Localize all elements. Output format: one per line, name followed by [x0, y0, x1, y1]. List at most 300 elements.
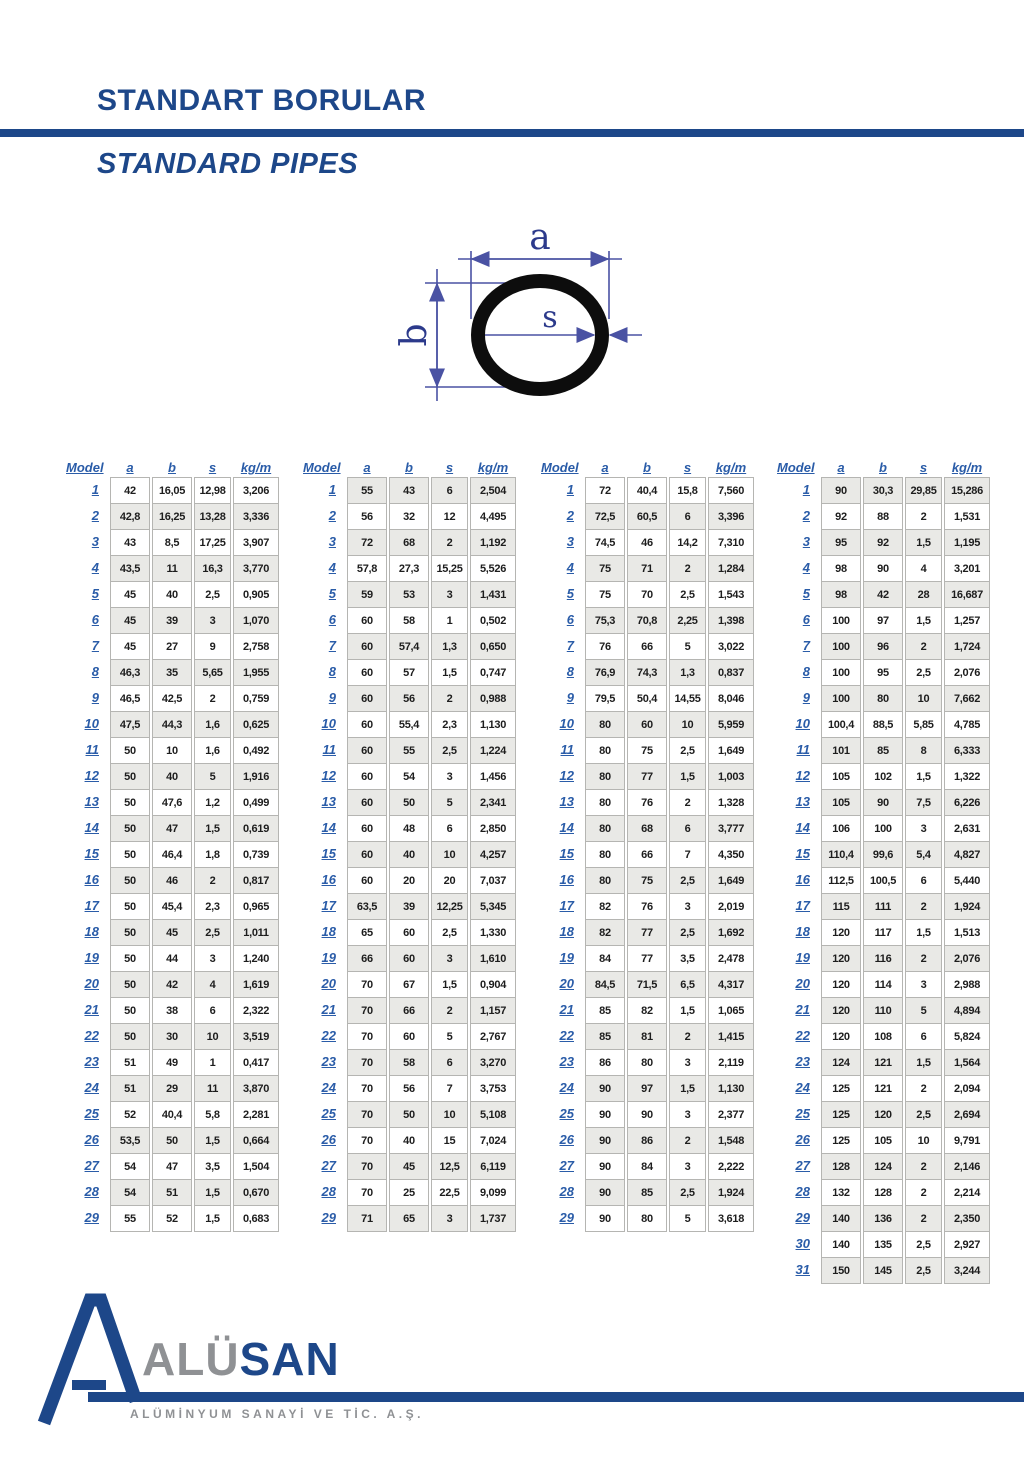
table-row — [303, 607, 518, 634]
value-cell: 2,988 — [944, 971, 990, 998]
value-cell: 8,5 — [152, 529, 192, 556]
table-row — [777, 1231, 992, 1258]
model-number: 8 — [328, 664, 336, 679]
value-cell: 1,649 — [708, 737, 754, 764]
table-row — [777, 763, 992, 790]
table-row — [541, 685, 756, 712]
value-cell: 10 — [905, 1127, 942, 1154]
value-cell: 3,5 — [669, 945, 706, 972]
model-number: 17 — [84, 898, 99, 913]
value-cell: 90 — [627, 1101, 667, 1128]
value-cell: 136 — [863, 1205, 903, 1232]
table-row — [66, 1127, 281, 1154]
value-cell: 11 — [194, 1075, 231, 1102]
table-row — [777, 789, 992, 816]
model-number: 13 — [84, 794, 99, 809]
model-number: 25 — [795, 1106, 810, 1121]
column-header-a: a — [126, 460, 134, 475]
value-cell: 67 — [389, 971, 429, 998]
value-cell: 75 — [585, 581, 625, 608]
table-row — [777, 867, 992, 894]
column-header-kgm: kg/m — [477, 460, 509, 475]
table-row — [777, 503, 992, 530]
value-cell: 3,270 — [470, 1049, 516, 1076]
value-cell: 39 — [152, 607, 192, 634]
value-cell: 120 — [821, 1023, 861, 1050]
value-cell: 1,5 — [905, 763, 942, 790]
model-number: 18 — [321, 924, 336, 939]
value-cell: 60 — [347, 633, 387, 660]
value-cell: 2 — [669, 1127, 706, 1154]
value-cell: 10 — [194, 1023, 231, 1050]
table-row — [66, 1153, 281, 1180]
value-cell: 3 — [905, 971, 942, 998]
value-cell: 15,25 — [431, 555, 468, 582]
value-cell: 14,2 — [669, 529, 706, 556]
table-body — [66, 477, 281, 1232]
table-row — [541, 633, 756, 660]
value-cell: 135 — [863, 1231, 903, 1258]
value-cell: 50 — [110, 919, 150, 946]
value-cell: 1,543 — [708, 581, 754, 608]
value-cell: 120 — [821, 919, 861, 946]
table-row — [541, 841, 756, 868]
value-cell: 2 — [905, 945, 942, 972]
value-cell: 59 — [347, 581, 387, 608]
value-cell: 124 — [821, 1049, 861, 1076]
value-cell: 56 — [347, 503, 387, 530]
value-cell: 0,664 — [233, 1127, 279, 1154]
value-cell: 6,5 — [669, 971, 706, 998]
value-cell: 15,8 — [669, 477, 706, 504]
value-cell: 50 — [110, 1023, 150, 1050]
value-cell: 140 — [821, 1231, 861, 1258]
model-number: 28 — [559, 1184, 574, 1199]
value-cell: 80 — [585, 841, 625, 868]
value-cell: 3 — [669, 1101, 706, 1128]
value-cell: 97 — [863, 607, 903, 634]
model-number: 24 — [321, 1080, 336, 1095]
model-number: 14 — [559, 820, 574, 835]
model-number: 4 — [566, 560, 574, 575]
value-cell: 1,130 — [470, 711, 516, 738]
value-cell: 96 — [863, 633, 903, 660]
dimension-label-b: b — [394, 323, 435, 347]
value-cell: 1,157 — [470, 997, 516, 1024]
value-cell: 72 — [347, 529, 387, 556]
model-number: 18 — [84, 924, 99, 939]
value-cell: 32 — [389, 503, 429, 530]
value-cell: 1,564 — [944, 1049, 990, 1076]
model-number: 15 — [559, 846, 574, 861]
value-cell: 1,011 — [233, 919, 279, 946]
column-header-s: s — [445, 460, 454, 475]
value-cell: 12 — [431, 503, 468, 530]
pipes-table-4 — [777, 455, 992, 1284]
table-row — [541, 815, 756, 842]
model-number: 6 — [328, 612, 336, 627]
value-cell: 1,003 — [708, 763, 754, 790]
brand-suffix: SAN — [239, 1333, 340, 1385]
table-row — [777, 1127, 992, 1154]
table-row — [303, 1153, 518, 1180]
value-cell: 47 — [152, 815, 192, 842]
value-cell: 50 — [110, 815, 150, 842]
value-cell: 0,619 — [233, 815, 279, 842]
value-cell: 0,905 — [233, 581, 279, 608]
value-cell: 0,904 — [470, 971, 516, 998]
value-cell: 50 — [110, 971, 150, 998]
value-cell: 50 — [110, 737, 150, 764]
table-row — [777, 919, 992, 946]
model-number: 5 — [566, 586, 574, 601]
model-number: 27 — [321, 1158, 336, 1173]
model-number: 16 — [559, 872, 574, 887]
table-row — [777, 633, 992, 660]
value-cell: 70,8 — [627, 607, 667, 634]
value-cell: 85 — [585, 1023, 625, 1050]
value-cell: 58 — [389, 1049, 429, 1076]
value-cell: 1,5 — [669, 1075, 706, 1102]
value-cell: 100 — [821, 685, 861, 712]
model-number: 22 — [84, 1028, 99, 1043]
model-number: 28 — [321, 1184, 336, 1199]
value-cell: 125 — [821, 1127, 861, 1154]
value-cell: 0,683 — [233, 1205, 279, 1232]
table-row — [66, 1075, 281, 1102]
value-cell: 1,2 — [194, 789, 231, 816]
value-cell: 145 — [863, 1257, 903, 1284]
table-row — [66, 633, 281, 660]
value-cell: 74,3 — [627, 659, 667, 686]
table-row — [303, 919, 518, 946]
value-cell: 10 — [669, 711, 706, 738]
dimension-label-a: a — [529, 217, 551, 258]
page-title-turkish: STANDART BORULAR — [97, 84, 427, 117]
table-row — [777, 477, 992, 504]
value-cell: 6 — [431, 815, 468, 842]
value-cell: 12,25 — [431, 893, 468, 920]
value-cell: 2 — [669, 1023, 706, 1050]
value-cell: 6,226 — [944, 789, 990, 816]
value-cell: 82 — [627, 997, 667, 1024]
model-number: 25 — [559, 1106, 574, 1121]
value-cell: 12,98 — [194, 477, 231, 504]
value-cell: 5,440 — [944, 867, 990, 894]
table-row — [777, 815, 992, 842]
model-number: 11 — [322, 742, 336, 757]
value-cell: 50 — [110, 789, 150, 816]
page-title-english: STANDARD PIPES — [97, 148, 359, 180]
table-header-row — [66, 455, 281, 475]
column-header-b: b — [879, 460, 887, 475]
column-header-model: Model — [303, 460, 341, 475]
value-cell: 3 — [905, 815, 942, 842]
value-cell: 1,6 — [194, 711, 231, 738]
value-cell: 40,4 — [627, 477, 667, 504]
value-cell: 95 — [863, 659, 903, 686]
table-row — [303, 529, 518, 556]
value-cell: 80 — [585, 737, 625, 764]
value-cell: 15,286 — [944, 477, 990, 504]
value-cell: 0,817 — [233, 867, 279, 894]
value-cell: 77 — [627, 945, 667, 972]
value-cell: 1,619 — [233, 971, 279, 998]
model-number: 3 — [91, 534, 99, 549]
pipe-cross-section-diagram — [390, 215, 690, 415]
table-row — [541, 893, 756, 920]
value-cell: 12,5 — [431, 1153, 468, 1180]
table-row — [66, 997, 281, 1024]
table-row — [303, 1179, 518, 1206]
value-cell: 90 — [863, 555, 903, 582]
value-cell: 121 — [863, 1049, 903, 1076]
value-cell: 66 — [347, 945, 387, 972]
brand-wordmark — [142, 1332, 340, 1386]
column-header-b: b — [405, 460, 413, 475]
value-cell: 42,8 — [110, 503, 150, 530]
model-number: 19 — [84, 950, 99, 965]
model-number: 20 — [84, 976, 99, 991]
value-cell: 2,146 — [944, 1153, 990, 1180]
value-cell: 0,759 — [233, 685, 279, 712]
value-cell: 1,924 — [944, 893, 990, 920]
table-row — [777, 945, 992, 972]
value-cell: 120 — [863, 1101, 903, 1128]
value-cell: 1,610 — [470, 945, 516, 972]
value-cell: 2,504 — [470, 477, 516, 504]
value-cell: 2 — [905, 893, 942, 920]
value-cell: 90 — [821, 477, 861, 504]
value-cell: 80 — [627, 1205, 667, 1232]
value-cell: 2,5 — [905, 659, 942, 686]
value-cell: 43 — [389, 477, 429, 504]
value-cell: 10 — [905, 685, 942, 712]
table-row — [541, 971, 756, 998]
value-cell: 53,5 — [110, 1127, 150, 1154]
value-cell: 1,192 — [470, 529, 516, 556]
value-cell: 55 — [110, 1205, 150, 1232]
value-cell: 11 — [152, 555, 192, 582]
value-cell: 2 — [905, 1153, 942, 1180]
value-cell: 2 — [905, 633, 942, 660]
table-row — [777, 1075, 992, 1102]
value-cell: 3 — [669, 1153, 706, 1180]
column-header-kgm: kg/m — [240, 460, 272, 475]
value-cell: 50 — [110, 867, 150, 894]
model-number: 15 — [321, 846, 336, 861]
model-number: 13 — [795, 794, 810, 809]
table-row — [541, 1127, 756, 1154]
model-number: 12 — [559, 768, 574, 783]
model-number: 1 — [91, 482, 99, 497]
pipes-table-2 — [303, 455, 518, 1232]
value-cell: 6,333 — [944, 737, 990, 764]
value-cell: 1,649 — [708, 867, 754, 894]
value-cell: 90 — [585, 1153, 625, 1180]
table-row — [303, 1127, 518, 1154]
value-cell: 95 — [821, 529, 861, 556]
value-cell: 40 — [389, 1127, 429, 1154]
value-cell: 50 — [389, 1101, 429, 1128]
table-row — [66, 711, 281, 738]
value-cell: 82 — [585, 919, 625, 946]
value-cell: 1,322 — [944, 763, 990, 790]
table-body — [303, 477, 518, 1232]
value-cell: 2,019 — [708, 893, 754, 920]
value-cell: 50,4 — [627, 685, 667, 712]
model-number: 31 — [795, 1262, 810, 1277]
value-cell: 58 — [389, 607, 429, 634]
table-row — [303, 1049, 518, 1076]
value-cell: 3,519 — [233, 1023, 279, 1050]
table-row — [541, 477, 756, 504]
model-number: 21 — [795, 1002, 810, 1017]
company-tagline: ALÜMİNYUM SANAYİ VE TİC. A.Ş. — [130, 1407, 424, 1421]
value-cell: 75,3 — [585, 607, 625, 634]
table-row — [777, 1153, 992, 1180]
value-cell: 70 — [347, 1023, 387, 1050]
model-number: 24 — [84, 1080, 99, 1095]
table-row — [66, 841, 281, 868]
value-cell: 16,3 — [194, 555, 231, 582]
value-cell: 4,257 — [470, 841, 516, 868]
value-cell: 71,5 — [627, 971, 667, 998]
value-cell: 45 — [110, 581, 150, 608]
value-cell: 2,119 — [708, 1049, 754, 1076]
table-header-row — [541, 455, 756, 475]
value-cell: 57,8 — [347, 555, 387, 582]
value-cell: 84,5 — [585, 971, 625, 998]
value-cell: 51 — [110, 1075, 150, 1102]
value-cell: 2,5 — [669, 737, 706, 764]
value-cell: 86 — [627, 1127, 667, 1154]
value-cell: 3 — [431, 581, 468, 608]
value-cell: 52 — [152, 1205, 192, 1232]
value-cell: 50 — [389, 789, 429, 816]
value-cell: 30 — [152, 1023, 192, 1050]
value-cell: 2 — [431, 997, 468, 1024]
value-cell: 75 — [627, 867, 667, 894]
value-cell: 4,827 — [944, 841, 990, 868]
value-cell: 25 — [389, 1179, 429, 1206]
model-number: 23 — [84, 1054, 99, 1069]
model-number: 9 — [328, 690, 336, 705]
model-number: 25 — [321, 1106, 336, 1121]
value-cell: 1,257 — [944, 607, 990, 634]
value-cell: 84 — [627, 1153, 667, 1180]
value-cell: 85 — [585, 997, 625, 1024]
value-cell: 2,350 — [944, 1205, 990, 1232]
table-row — [541, 1049, 756, 1076]
model-number: 6 — [802, 612, 810, 627]
column-header-model: Model — [777, 460, 815, 475]
table-row — [777, 1101, 992, 1128]
table-row — [541, 763, 756, 790]
value-cell: 4 — [905, 555, 942, 582]
value-cell: 2,341 — [470, 789, 516, 816]
model-number: 20 — [559, 976, 574, 991]
value-cell: 70 — [347, 1153, 387, 1180]
value-cell: 88,5 — [863, 711, 903, 738]
table-row — [541, 581, 756, 608]
value-cell: 5,959 — [708, 711, 754, 738]
value-cell: 60 — [347, 737, 387, 764]
model-number: 2 — [328, 508, 336, 523]
value-cell: 1,5 — [431, 971, 468, 998]
value-cell: 3 — [431, 945, 468, 972]
value-cell: 45 — [110, 607, 150, 634]
model-number: 30 — [795, 1236, 810, 1251]
table-row — [541, 737, 756, 764]
column-header-a: a — [837, 460, 845, 475]
value-cell: 20 — [431, 867, 468, 894]
value-cell: 7,037 — [470, 867, 516, 894]
table-row — [303, 1075, 518, 1102]
value-cell: 54 — [110, 1179, 150, 1206]
value-cell: 54 — [110, 1153, 150, 1180]
model-number: 7 — [566, 638, 574, 653]
table-row — [303, 841, 518, 868]
model-number: 4 — [802, 560, 810, 575]
model-number: 15 — [795, 846, 810, 861]
value-cell: 2,5 — [669, 867, 706, 894]
model-number: 9 — [802, 690, 810, 705]
value-cell: 6 — [905, 867, 942, 894]
model-number: 10 — [795, 716, 810, 731]
value-cell: 3 — [669, 1049, 706, 1076]
value-cell: 79,5 — [585, 685, 625, 712]
table-row — [66, 971, 281, 998]
model-number: 17 — [795, 898, 810, 913]
value-cell: 6 — [905, 1023, 942, 1050]
model-number: 24 — [559, 1080, 574, 1095]
value-cell: 114 — [863, 971, 903, 998]
value-cell: 70 — [347, 1101, 387, 1128]
value-cell: 2,5 — [431, 737, 468, 764]
value-cell: 81 — [627, 1023, 667, 1050]
table-row — [303, 659, 518, 686]
value-cell: 80 — [585, 867, 625, 894]
model-number: 19 — [321, 950, 336, 965]
model-number: 10 — [84, 716, 99, 731]
model-number: 5 — [802, 586, 810, 601]
value-cell: 0,739 — [233, 841, 279, 868]
table-row — [777, 1205, 992, 1232]
value-cell: 46 — [152, 867, 192, 894]
table-row — [303, 1205, 518, 1232]
value-cell: 60 — [347, 711, 387, 738]
model-number: 29 — [559, 1210, 574, 1225]
table-row — [303, 555, 518, 582]
value-cell: 57 — [389, 659, 429, 686]
value-cell: 5,8 — [194, 1101, 231, 1128]
table-row — [66, 1023, 281, 1050]
value-cell: 4 — [194, 971, 231, 998]
model-number: 15 — [84, 846, 99, 861]
value-cell: 86 — [585, 1049, 625, 1076]
value-cell: 5,824 — [944, 1023, 990, 1050]
value-cell: 1,531 — [944, 503, 990, 530]
value-cell: 42,5 — [152, 685, 192, 712]
value-cell: 3,336 — [233, 503, 279, 530]
value-cell: 40,4 — [152, 1101, 192, 1128]
value-cell: 4,317 — [708, 971, 754, 998]
model-number: 1 — [566, 482, 574, 497]
value-cell: 50 — [152, 1127, 192, 1154]
table-row — [66, 555, 281, 582]
value-cell: 80 — [585, 711, 625, 738]
